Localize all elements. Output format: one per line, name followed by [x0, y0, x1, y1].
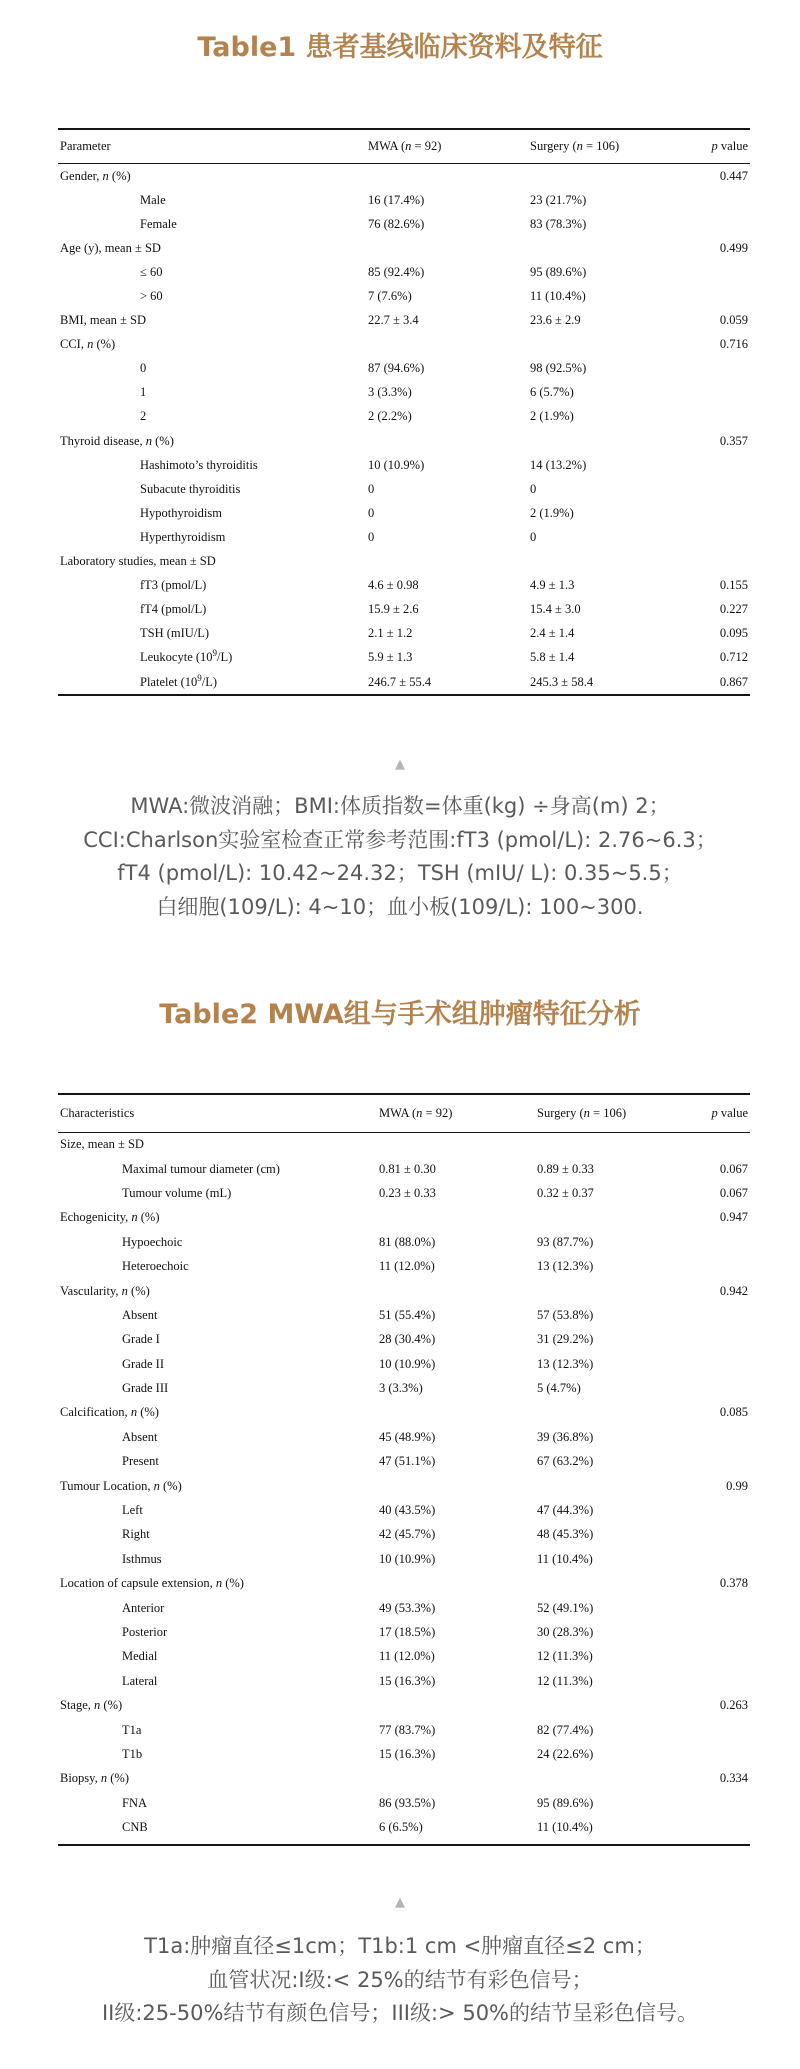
cell-p-value: 0.067: [719, 1161, 748, 1176]
cell-surgery-value: 82 (77.4%): [537, 1722, 594, 1737]
cell-surgery-value: 95 (89.6%): [537, 1795, 594, 1810]
cell-label: Hypothyroidism: [140, 505, 222, 520]
cell-label: TSH (mIU/L): [140, 626, 210, 641]
cell-mwa-value: 85 (92.4%): [368, 264, 425, 279]
cell-label: CNB: [122, 1820, 148, 1835]
cell-surgery-value: 0: [530, 529, 537, 544]
cell-p-value: 0.378: [719, 1576, 748, 1591]
cell-mwa-value: 15 (16.3%): [379, 1746, 436, 1761]
cell-mwa-value: 77 (83.7%): [379, 1722, 436, 1737]
cell-surgery-value: 13 (12.3%): [537, 1356, 594, 1371]
cell-surgery-value: 2 (1.9%): [530, 409, 574, 424]
cell-p-value: 0.499: [719, 240, 748, 255]
cell-surgery-value: 5 (4.7%): [537, 1381, 581, 1396]
table1-collapse-triangle-icon[interactable]: ▲: [395, 757, 405, 772]
cell-surgery-value: 52 (49.1%): [537, 1600, 594, 1615]
cell-p-value: 0.085: [719, 1405, 748, 1420]
table-row: [58, 598, 750, 622]
cell-label: Right: [122, 1527, 150, 1542]
cell-mwa-value: 0: [368, 505, 375, 520]
cell-label: Female: [140, 216, 177, 231]
cell-p-value: 0.334: [719, 1771, 748, 1786]
cell-surgery-value: 2 (1.9%): [530, 505, 574, 520]
cell-label: Tumour Location, n (%): [60, 1478, 182, 1493]
cell-label: Lateral: [122, 1673, 158, 1688]
cell-mwa-value: 7 (7.6%): [368, 289, 412, 304]
cell-surgery-value: 95 (89.6%): [530, 264, 587, 279]
cell-label: Hypoechoic: [122, 1234, 183, 1249]
table-row: [58, 1572, 750, 1596]
cell-p-value: 0.716: [719, 337, 748, 352]
cell-label: BMI, mean ± SD: [60, 313, 147, 328]
footnote-line: T1a:肿瘤直径≤1cm；T1b:1 cm <肿瘤直径≤2 cm；: [144, 1934, 656, 1958]
cell-mwa-value: 10 (10.9%): [368, 457, 425, 472]
header-pvalue: p value: [711, 1105, 748, 1120]
header-characteristics: Characteristics: [60, 1105, 135, 1120]
cell-surgery-value: 0.89 ± 0.33: [537, 1161, 594, 1176]
cell-p-value: 0.227: [719, 602, 748, 617]
cell-label: Vascularity, n (%): [60, 1283, 150, 1298]
cell-mwa-value: 81 (88.0%): [379, 1234, 436, 1249]
table1-footnote: [0, 790, 800, 924]
cell-surgery-value: 245.3 ± 58.4: [530, 674, 594, 689]
table-row: [58, 477, 750, 501]
cell-surgery-value: 47 (44.3%): [537, 1503, 594, 1518]
cell-surgery-value: 48 (45.3%): [537, 1527, 594, 1542]
cell-label: Grade III: [122, 1381, 169, 1396]
cell-surgery-value: 0.32 ± 0.37: [537, 1185, 594, 1200]
table2-collapse-triangle-icon[interactable]: ▲: [395, 1895, 405, 1910]
header-mwa: MWA (n = 92): [379, 1105, 453, 1120]
table-row: [58, 670, 750, 694]
footnote-line: II级:25-50%结节有颜色信号；III级:> 50%的结节呈彩色信号。: [101, 2001, 699, 2025]
cell-label: Laboratory studies, mean ± SD: [60, 554, 216, 569]
cell-p-value: 0.712: [719, 650, 748, 665]
cell-surgery-value: 6 (5.7%): [530, 385, 574, 400]
table2: [58, 1093, 750, 1846]
table-row: [58, 164, 750, 188]
cell-label: Anterior: [122, 1600, 165, 1615]
cell-surgery-value: 31 (29.2%): [537, 1332, 594, 1347]
cell-mwa-value: 6 (6.5%): [379, 1820, 423, 1835]
cell-surgery-value: 12 (11.3%): [537, 1673, 593, 1688]
table-row: [58, 1693, 750, 1717]
cell-label: > 60: [140, 289, 163, 304]
table-row: [58, 501, 750, 525]
cell-surgery-value: 83 (78.3%): [530, 216, 587, 231]
cell-label: Echogenicity, n (%): [60, 1210, 160, 1225]
cell-p-value: 0.155: [719, 578, 748, 593]
cell-mwa-value: 10 (10.9%): [379, 1551, 436, 1566]
cell-label: fT3 (pmol/L): [140, 578, 207, 593]
cell-label: T1b: [122, 1746, 143, 1761]
cell-mwa-value: 87 (94.6%): [368, 361, 425, 376]
table-row: [58, 1181, 750, 1205]
table-row: [58, 525, 750, 549]
header-surgery: Surgery (n = 106): [530, 139, 620, 153]
table-row: [58, 260, 750, 284]
table-row: [58, 1230, 750, 1254]
footnote-line: 白细胞(109/L): 4~10；血小板(109/L): 100~300.: [156, 894, 644, 919]
cell-label: Maximal tumour diameter (cm): [122, 1161, 280, 1176]
header-surgery: Surgery (n = 106): [537, 1105, 627, 1120]
cell-surgery-value: 23.6 ± 2.9: [530, 313, 581, 328]
cell-label: Platelet $(10^9/L)$: [140, 672, 218, 689]
table-row: [58, 1523, 750, 1547]
cell-mwa-value: 4.6 ± 0.98: [368, 578, 419, 593]
table-row: [58, 212, 750, 236]
cell-label: Posterior: [122, 1625, 168, 1639]
cell-surgery-value: 98 (92.5%): [530, 361, 587, 376]
table-row: [58, 381, 750, 405]
cell-label: 0: [140, 361, 147, 376]
table-row: [58, 1620, 750, 1644]
table-row: [58, 1791, 750, 1815]
cell-p-value: 0.095: [719, 626, 748, 641]
cell-p-value: 0.867: [719, 674, 748, 689]
table2-footnote: [0, 1930, 800, 2031]
cell-label: Medial: [122, 1649, 158, 1664]
cell-label: Present: [122, 1454, 159, 1469]
cell-mwa-value: 5.9 ± 1.3: [368, 650, 413, 665]
table1-title: Table1 患者基线临床资料及特征: [197, 32, 603, 63]
table-row: [58, 357, 750, 381]
cell-surgery-value: 24 (22.6%): [537, 1746, 594, 1761]
cell-surgery-value: 0: [530, 481, 537, 496]
table-row: [58, 236, 750, 260]
table-row: [58, 1303, 750, 1327]
table-row: [58, 1767, 750, 1791]
footnote-line: MWA:微波消融；BMI:体质指数=体重(kg) ÷身高(m) 2；: [130, 794, 670, 818]
cell-mwa-value: 2.1 ± 1.2: [368, 626, 413, 641]
cell-label: Grade II: [122, 1356, 164, 1371]
cell-p-value: 0.947: [719, 1210, 748, 1225]
cell-label: Isthmus: [122, 1551, 162, 1566]
cell-label: 1: [140, 385, 147, 400]
cell-label: Size, mean ± SD: [60, 1137, 144, 1152]
cell-mwa-value: 86 (93.5%): [379, 1795, 436, 1810]
table1-header-row: [58, 130, 750, 164]
cell-surgery-value: 13 (12.3%): [537, 1259, 594, 1274]
table-row: [58, 1547, 750, 1571]
cell-label: Tumour volume (mL): [122, 1185, 232, 1200]
table-row: [58, 1596, 750, 1620]
cell-mwa-value: 22.7 ± 3.4: [368, 313, 419, 328]
cell-surgery-value: 15.4 ± 3.0: [530, 602, 581, 617]
table-row: [58, 1254, 750, 1278]
cell-mwa-value: 0.23 ± 0.33: [379, 1185, 436, 1200]
cell-mwa-value: 15.9 ± 2.6: [368, 602, 419, 617]
cell-label: Grade I: [122, 1332, 160, 1347]
cell-label: Left: [122, 1503, 143, 1518]
table-row: [58, 1742, 750, 1766]
cell-mwa-value: 15 (16.3%): [379, 1673, 436, 1688]
cell-p-value: 0.447: [719, 168, 748, 183]
cell-p-value: 0.067: [719, 1185, 748, 1200]
cell-mwa-value: 3 (3.3%): [368, 385, 412, 400]
cell-surgery-value: 12 (11.3%): [537, 1649, 593, 1664]
table-row: [58, 1815, 750, 1839]
cell-surgery-value: 4.9 ± 1.3: [530, 578, 575, 593]
header-parameter: Parameter: [60, 139, 111, 153]
cell-label: FNA: [122, 1795, 148, 1810]
cell-label: Age (y), mean ± SD: [60, 240, 161, 255]
cell-surgery-value: 30 (28.3%): [537, 1625, 594, 1639]
cell-mwa-value: 45 (48.9%): [379, 1429, 436, 1444]
header-pvalue: p value: [711, 139, 748, 153]
cell-label: 2: [140, 409, 147, 424]
cell-mwa-value: 3 (3.3%): [379, 1381, 423, 1396]
table-row: [58, 1498, 750, 1522]
table2-header-row: [58, 1095, 750, 1133]
cell-surgery-value: 14 (13.2%): [530, 457, 587, 472]
cell-label: Calcification, n (%): [60, 1405, 159, 1420]
table1-body: [58, 164, 750, 694]
cell-label: Hyperthyroidism: [140, 529, 226, 544]
cell-label: Heteroechoic: [122, 1259, 189, 1274]
table2-title: Table2 MWA组与手术组肿瘤特征分析: [159, 999, 641, 1030]
cell-p-value: 0.263: [719, 1698, 748, 1713]
table-row: [58, 1450, 750, 1474]
cell-mwa-value: 40 (43.5%): [379, 1503, 436, 1518]
cell-mwa-value: 49 (53.3%): [379, 1600, 436, 1615]
cell-mwa-value: 246.7 ± 55.4: [368, 674, 432, 689]
cell-label: Biopsy, n (%): [60, 1771, 129, 1786]
table-row: [58, 574, 750, 598]
table-row: [58, 1376, 750, 1400]
cell-p-value: 0.357: [719, 433, 748, 448]
cell-mwa-value: 0: [368, 481, 375, 496]
footnote-line: fT4 (pmol/L): 10.42~24.32；TSH (mIU/ L): 0.35~5.5；: [117, 861, 683, 885]
cell-label: Leukocyte $(10^9/L)$: [140, 648, 233, 665]
table-row: [58, 1401, 750, 1425]
cell-mwa-value: 76 (82.6%): [368, 216, 425, 231]
cell-label: CCI, n (%): [60, 337, 116, 352]
cell-mwa-value: 10 (10.9%): [379, 1356, 436, 1371]
cell-surgery-value: 5.8 ± 1.4: [530, 650, 575, 665]
footnote-line: 血管状况:I级:< 25%的结节有彩色信号；: [207, 1967, 593, 1992]
cell-p-value: 0.942: [719, 1283, 748, 1298]
table-row: [58, 188, 750, 212]
cell-surgery-value: 23 (21.7%): [530, 192, 587, 207]
cell-mwa-value: 11 (12.0%): [379, 1649, 435, 1664]
table-row: [58, 333, 750, 357]
cell-label: Stage, n (%): [60, 1698, 123, 1713]
cell-surgery-value: 93 (87.7%): [537, 1234, 594, 1249]
cell-mwa-value: 2 (2.2%): [368, 409, 412, 424]
cell-label: ≤ 60: [140, 264, 163, 279]
cell-label: T1a: [122, 1722, 142, 1737]
cell-label: Absent: [122, 1429, 158, 1444]
cell-mwa-value: 11 (12.0%): [379, 1259, 435, 1274]
cell-label: Thyroid disease, n (%): [60, 433, 174, 448]
table-row: [58, 1352, 750, 1376]
table-row: [58, 1157, 750, 1181]
cell-mwa-value: 42 (45.7%): [379, 1527, 436, 1542]
table-row: [58, 284, 750, 308]
cell-label: Gender, n (%): [60, 168, 131, 183]
table-row: [58, 1133, 750, 1157]
cell-label: fT4 (pmol/L): [140, 602, 207, 617]
header-mwa: MWA (n = 92): [368, 139, 442, 153]
table-row: [58, 1645, 750, 1669]
cell-mwa-value: 28 (30.4%): [379, 1332, 436, 1347]
table2-body: [58, 1133, 750, 1840]
cell-mwa-value: 47 (51.1%): [379, 1454, 436, 1469]
cell-surgery-value: 2.4 ± 1.4: [530, 626, 575, 641]
cell-surgery-value: 57 (53.8%): [537, 1307, 594, 1322]
table-row: [58, 550, 750, 574]
table-row: [58, 453, 750, 477]
table-row: [58, 309, 750, 333]
table-row: [58, 1718, 750, 1742]
cell-mwa-value: 0: [368, 529, 375, 544]
cell-surgery-value: 11 (10.4%): [537, 1820, 593, 1835]
cell-label: Location of capsule extension, n (%): [60, 1576, 244, 1591]
table-row: [58, 622, 750, 646]
cell-surgery-value: 67 (63.2%): [537, 1454, 594, 1469]
cell-mwa-value: 17 (18.5%): [379, 1625, 436, 1639]
table-row: [58, 1669, 750, 1693]
cell-surgery-value: 11 (10.4%): [530, 289, 586, 304]
table-row: [58, 1474, 750, 1498]
cell-label: Absent: [122, 1307, 158, 1322]
cell-mwa-value: 0.81 ± 0.30: [379, 1161, 436, 1176]
cell-p-value: 0.99: [726, 1478, 748, 1493]
footnote-line: CCI:Charlson实验室检查正常参考范围:fT3 (pmol/L): 2.76~6.3；: [83, 827, 717, 852]
table-row: [58, 646, 750, 670]
cell-mwa-value: 51 (55.4%): [379, 1307, 436, 1322]
cell-surgery-value: 11 (10.4%): [537, 1551, 593, 1566]
cell-surgery-value: 39 (36.8%): [537, 1429, 594, 1444]
table-row: [58, 429, 750, 453]
table-row: [58, 1425, 750, 1449]
cell-p-value: 0.059: [719, 313, 748, 328]
cell-label: Subacute thyroiditis: [140, 481, 241, 496]
cell-label: Male: [140, 192, 166, 207]
table-row: [58, 1279, 750, 1303]
table-row: [58, 1328, 750, 1352]
cell-mwa-value: 16 (17.4%): [368, 192, 425, 207]
cell-label: Hashimoto’s thyroiditis: [140, 457, 258, 472]
table1: [58, 128, 750, 696]
table-row: [58, 405, 750, 429]
table-row: [58, 1206, 750, 1230]
